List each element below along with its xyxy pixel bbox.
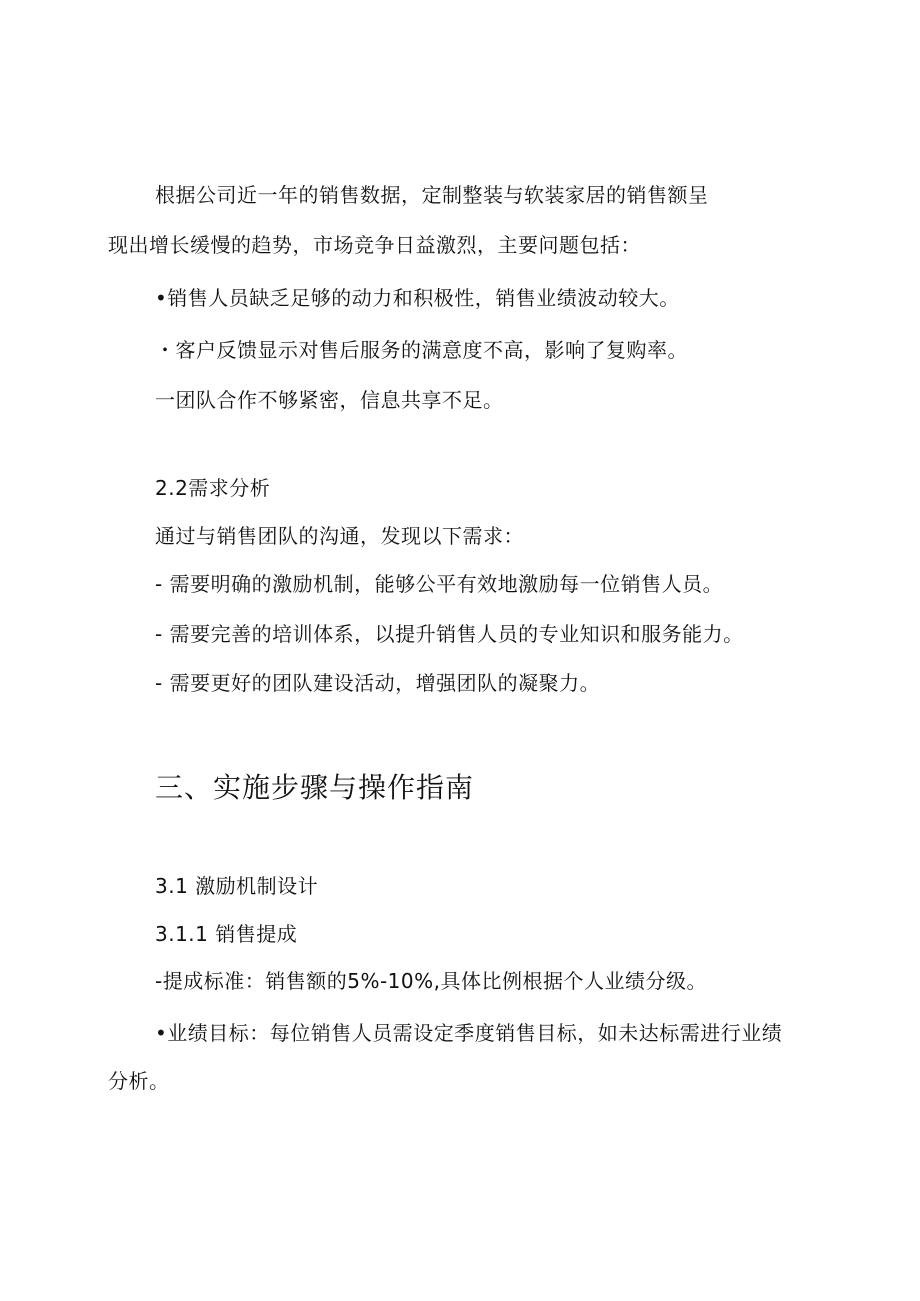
problem-item: •销售人员缺乏足够的动力和积极性，销售业绩波动较大。 (155, 286, 680, 310)
subsection-3-1-title: 3.1 激励机制设计 (155, 874, 319, 898)
commission-standard: -提成标准：销售额的5%-10%,具体比例根据个人业绩分级。 (155, 969, 707, 993)
needs-intro: 通过与销售团队的沟通，发现以下需求： (155, 524, 524, 548)
need-item: - 需要明确的激励机制，能够公平有效地激励每一位销售人员。 (155, 572, 724, 596)
subsection-3-1-1-title: 3.1.1 销售提成 (155, 922, 298, 946)
performance-target-line-1: •业绩目标：每位销售人员需设定季度销售目标，如未达标需进行业绩 (155, 1021, 783, 1045)
problem-item: ・客户反馈显示对售后服务的满意度不高，影响了复购率。 (155, 338, 688, 362)
need-item: - 需要更好的团队建设活动，增强团队的凝聚力。 (155, 671, 601, 695)
performance-target-line-2: 分析。 (108, 1069, 170, 1093)
section-2-2-title: 2.2需求分析 (155, 476, 271, 500)
section-3-heading: 三、实施步骤与操作指南 (155, 771, 475, 804)
intro-line-1: 根据公司近一年的销售数据，定制整装与软装家居的销售额呈 (155, 183, 709, 207)
intro-line-2: 现出增长缓慢的趋势，市场竞争日益激烈，主要问题包括： (108, 233, 641, 257)
problem-item: 一团队合作不够紧密，信息共享不足。 (155, 388, 504, 412)
need-item: - 需要完善的培训体系，以提升销售人员的专业知识和服务能力。 (155, 622, 744, 646)
